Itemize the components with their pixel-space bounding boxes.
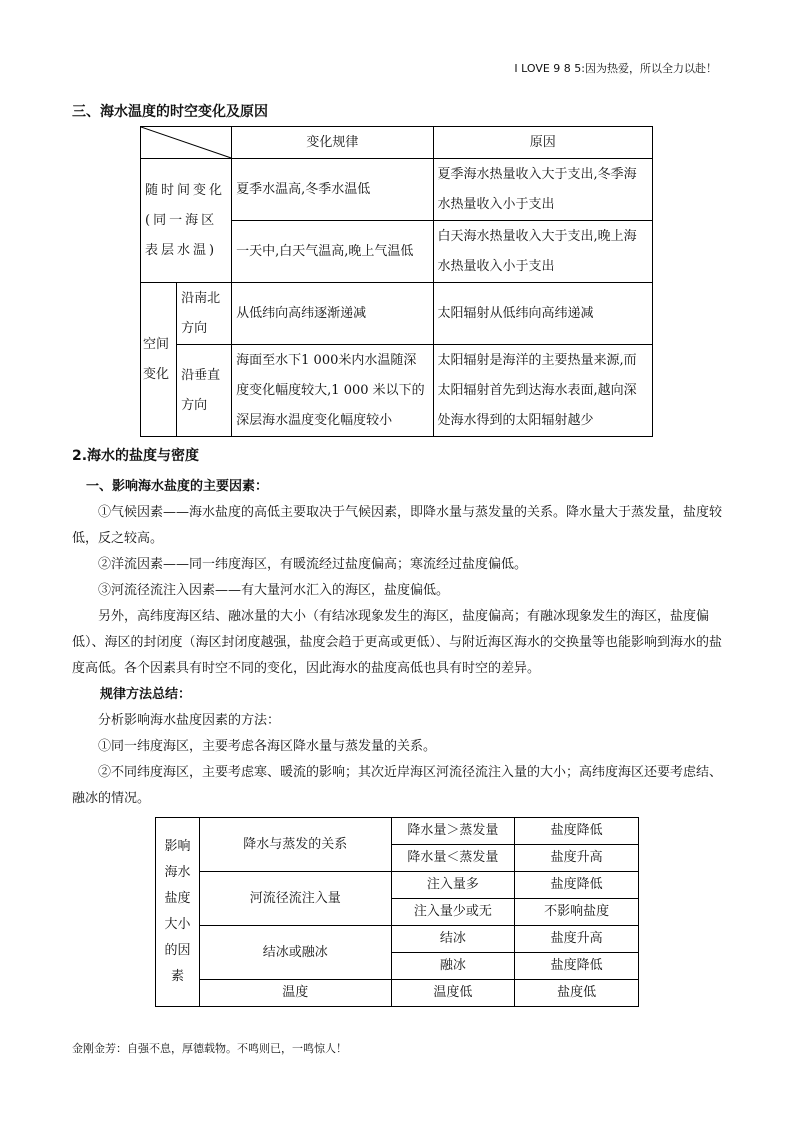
row-label-vertical: 沿垂直方向 [177,345,232,437]
paragraph-method-1: ①同一纬度海区，主要考虑各海区降水量与蒸发量的关系。 [98,739,437,754]
result-freeze: 盐度升高 [515,926,639,953]
section-title-temperature: 三、海水温度的时空变化及原因 [72,104,268,120]
result-precip-gt: 盐度降低 [515,818,639,845]
temperature-table [140,126,653,437]
factor-river-inflow: 河流径流注入量 [199,872,391,926]
cell-ns-rule: 从低纬向高纬逐渐递减 [232,283,433,345]
subheading-factors: 一、影响海水盐度的主要因素： [86,479,269,494]
condition-melt: 融冰 [391,953,515,980]
condition-freeze: 结冰 [391,926,515,953]
result-melt: 盐度降低 [515,953,639,980]
salinity-factor-table [155,817,639,1007]
cell-time-reason-2: 白天海水热量收入大于支出,晚上海水热量收入小于支出 [433,221,652,283]
result-inflow-none: 不影响盐度 [515,899,639,926]
page-footer: 金刚金芳：自强不息，厚德载物。不鸣则已，一鸣惊人！ [72,1042,347,1055]
diagonal-header-cell [141,127,232,159]
condition-inflow-more: 注入量多 [391,872,515,899]
condition-inflow-none: 注入量少或无 [391,899,515,926]
row-label-space: 空间变化 [141,283,177,437]
paragraph-method: 分析影响海水盐度因素的方法： [98,713,281,728]
paragraph-climate: ①气候因素——海水盐度的高低主要取决于气候因素，即降水量与蒸发量的关系。降水量大于蒸发量，盐度较低，反之较高。 [72,505,723,546]
paragraph-other: 另外，高纬度海区结、融冰量的大小（有结冰现象发生的海区，盐度偏高；有融冰现象发生的海区，盐度偏低）、海区的封闭度（海区封闭度越强，盐度会趋于更高或更低）、与附近海区海水的交换量等也能影响到海水的盐度高低。各个因素具有时空不同的变化，因此海水的盐度高低也具有时空的差异。 [72,609,723,676]
side-label-factors: 影响海水盐度大小的因素 [156,818,200,1007]
section-title-salinity: 2.海水的盐度与密度 [72,448,200,464]
cell-ns-reason: 太阳辐射从低纬向高纬递减 [433,283,652,345]
cell-time-rule-2: 一天中,白天气温高,晚上气温低 [232,221,433,283]
paragraph-river: ③河流径流注入因素——有大量河水汇入的海区，盐度偏低。 [98,583,450,598]
row-label-north-south: 沿南北方向 [177,283,232,345]
subheading-summary: 规律方法总结： [100,687,192,702]
factor-temperature: 温度 [199,980,391,1007]
cell-time-reason-1: 夏季海水热量收入大于支出,冬季海水热量收入小于支出 [433,159,652,221]
factor-precip-evap: 降水与蒸发的关系 [199,818,391,872]
result-inflow-more: 盐度降低 [515,872,639,899]
factor-ice: 结冰或融冰 [199,926,391,980]
result-precip-lt: 盐度升高 [515,845,639,872]
cell-vertical-rule: 海面至水下1 000米内水温随深度变化幅度较大,1 000 米以下的深层海水温度变化幅度较小 [232,345,433,437]
paragraph-current: ②洋流因素——同一纬度海区，有暖流经过盐度偏高；寒流经过盐度偏低。 [98,557,528,572]
condition-precip-lt: 降水量＜蒸发量 [391,845,515,872]
cell-vertical-reason: 太阳辐射是海洋的主要热量来源,而太阳辐射首先到达海水表面,越向深处海水得到的太阳辐射越少 [433,345,652,437]
condition-temp-low: 温度低 [391,980,515,1007]
result-temp-low: 盐度低 [515,980,639,1007]
col-header-reason: 原因 [433,127,652,159]
salinity-text [72,474,724,812]
row-label-time: 随时间变化(同一海区表层水温) [141,159,232,283]
cell-time-rule-1: 夏季水温高,冬季水温低 [232,159,433,221]
paragraph-method-2: ②不同纬度海区，主要考虑寒、暖流的影响；其次近岸海区河流径流注入量的大小；高纬度海区还要考虑结、融冰的情况。 [72,765,723,806]
condition-precip-gt: 降水量＞蒸发量 [391,818,515,845]
page-header: I LOVE 9 8 5:因为热爱，所以全力以赴！ [514,62,717,75]
col-header-rule: 变化规律 [232,127,433,159]
